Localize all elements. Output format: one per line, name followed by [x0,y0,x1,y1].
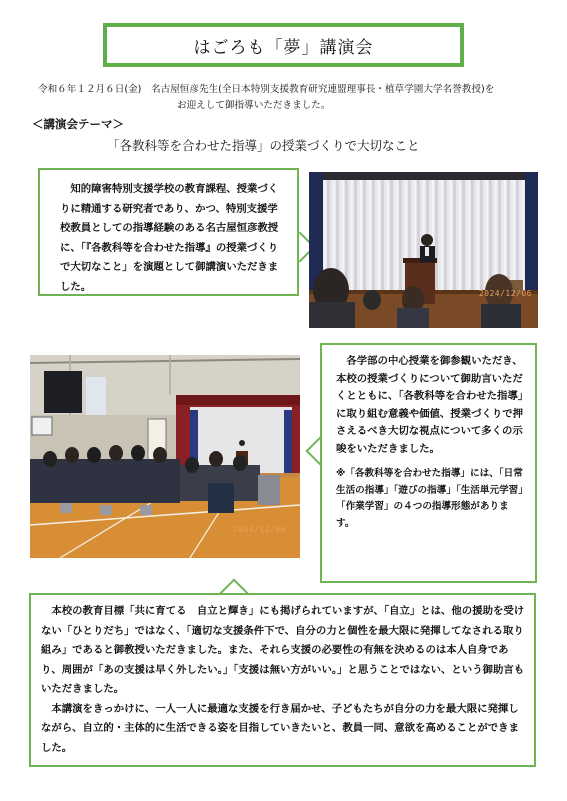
speech-bubble-lecture [38,168,299,296]
photo-speaker-image [309,172,538,328]
theme-label: ＜講演会テーマ＞ [32,117,124,131]
photo-speaker-at-podium [309,172,538,328]
bubble3-paragraph-2: 本講演をきっかけに、一人一人に最適な支援を行き届かせ、子どもたちが自分の力を最大限に発揮しながら、自立的・主体的に生活できる姿を目指していきたいと、教員一同、意欲を高めることができました。 [41,702,519,754]
photo2-date-stamp: 2024/12/06 [232,525,286,534]
intro-line-2: お迎えして御指導いただきました。 [177,100,331,111]
page-title-box [103,23,464,67]
bubble3-paragraph-1: 本校の教育目標「共に育てる 自立と輝き」にも掲げられていますが、「自立」とは、他の援助を受けない「ひとりだち」ではなく、「適切な支援条件下で、自分の力と個性を最大限に発揮してなされる取り組み」であると御教授いただきました。また、それら支援の必要性の有無を決めるのは本人自身であり、周囲が「あの支援は早く外したい。」「支援は無い方がいい。」と思うことではない、という御助言もいただきました。 [41,605,525,695]
theme-title: 「各教科等を合わせた指導」の授業づくりで大切なこと [107,138,420,153]
intro-line-1: 令和６年１２月６日(金) 名古屋恒彦先生(全日本特別支援教育研究連盟理事長・植草学園大学名誉教授)を [38,84,495,95]
speech-bubble-guidance [320,343,537,583]
intro-text [38,82,548,114]
bubble2-note: ※「各教科等を合わせた指導」には、「日常生活の指導」「遊びの指導」「生活単元学習」「作業学習」の４つの指導形態があります。 [336,468,524,529]
photo-gymnasium-audience [30,355,300,558]
bubble2-text: 各学部の中心授業を御参観いただき、本校の授業づくりについて御助言いただくとともに、「各教科等を合わせた指導」に取り組む意義や価値、授業づくりで押さえるべき大切な視点について多くの示唆をいただきました。 [336,355,524,455]
photo1-date-stamp: 2024/12/06 [478,289,532,298]
page-title: はごろも「夢」講演会 [193,37,374,58]
bubble1-text: 知的障害特別支援学校の教育課程、授業づくりに精通する研究者であり、かつ、特別支援学校教員としての指導経験のある名古屋恒彦教授に、「『各教科等を合わせた指導』の授業づくりで大切なこと」を演題として御講演いただきました。 [60,183,279,293]
speech-bubble-summary [29,593,536,767]
